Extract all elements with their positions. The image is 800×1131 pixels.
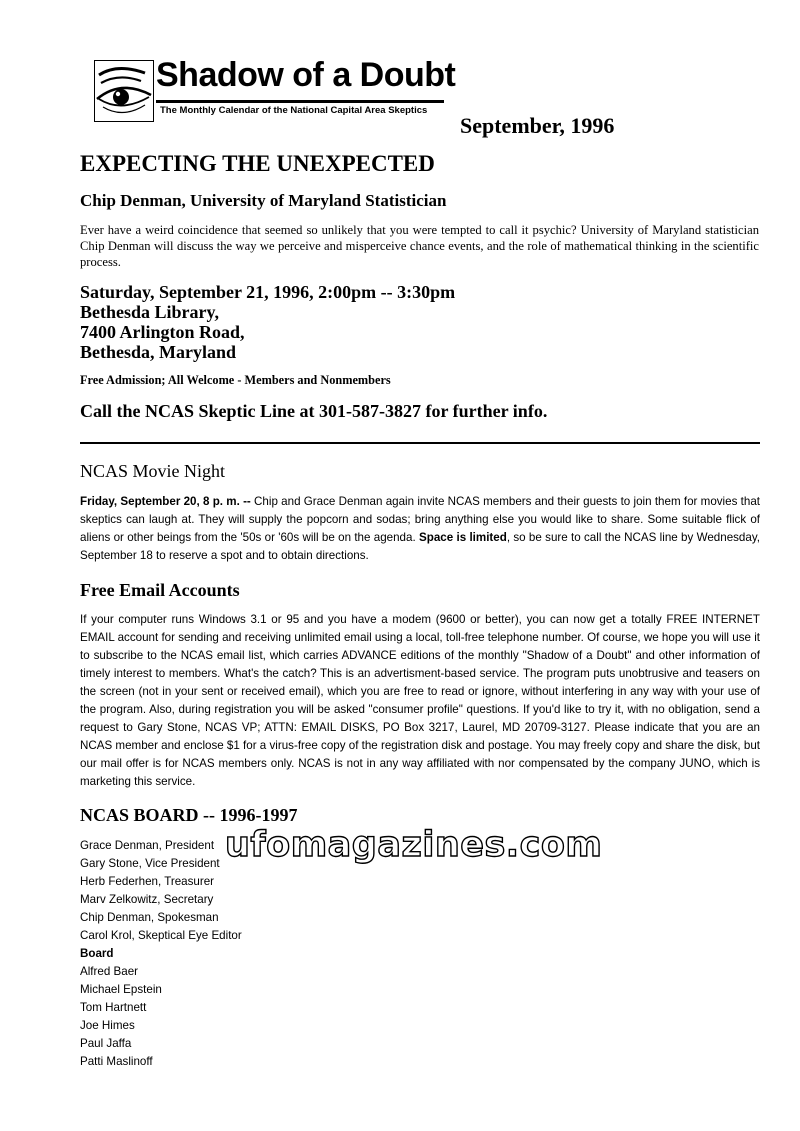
event-street: 7400 Arlington Road, [80,322,245,342]
board-member: Michael Epstein [80,983,162,996]
board-list [80,837,242,1071]
board-officer: Carol Krol, Skeptical Eye Editor [80,929,242,942]
board-officer: Marv Zelkowitz, Secretary [80,893,214,906]
board-member: Patti Maslinoff [80,1055,153,1068]
board-member: Paul Jaffa [80,1037,132,1050]
event-city: Bethesda, Maryland [80,342,237,362]
movie-night-lead: Friday, September 20, 8 p. m. -- [80,495,251,508]
board-member: Tom Hartnett [80,1001,147,1014]
issue-date: September, 1996 [460,113,615,138]
board-officer: Gary Stone, Vice President [80,857,220,870]
movie-night-heading-text: NCAS Movie Night [80,461,226,481]
lecture-description: Ever have a weird coincidence that seemed so unlikely that you were tempted to call it psychic? University of Maryland statistician Chip Denman will discuss the way we perceive and misperceive chance events, and the role of mathematical thinking in the scientific process. [80,223,759,269]
board-member: Alfred Baer [80,965,138,978]
event-datetime: Saturday, September 21, 1996, 2:00pm -- 3:30pm [80,282,456,302]
board-officer: Grace Denman, President [80,839,215,852]
admission-note: Free Admission; All Welcome - Members and Nonmembers [80,373,391,387]
board-label: Board [80,947,114,960]
masthead-title: Shadow of a Doubt [156,56,456,94]
board-officer: Chip Denman, Spokesman [80,911,219,924]
movie-night-emphasis: Space is limited [419,531,507,544]
email-heading: Free Email Accounts [80,580,240,600]
lecture-title: EXPECTING THE UNEXPECTED [80,151,435,176]
board-heading: NCAS BOARD -- 1996-1997 [80,805,298,825]
event-venue: Bethesda Library, [80,302,220,322]
event-details [80,282,455,362]
board-officer: Herb Federhen, Treasurer [80,875,215,888]
lecture-speaker: Chip Denman, University of Maryland Statistician [80,191,447,210]
movie-night-text-1: Chip and Grace Denman again invite NCAS members and their guests to join them for movies that skeptics can laugh at. They will supply the popcorn and sodas; bring anything else you would like to share. Some suitable flick of aliens or other beings from the '50s or '60s will be on the agenda. [80,495,760,544]
movie-night-paragraph [80,493,760,565]
eye-icon [94,60,154,122]
movie-night-heading [80,461,225,482]
email-paragraph: If your computer runs Windows 3.1 or 95 and you have a modem (9600 or better), you can now get a totally FREE INTERNET EMAIL account for sending and receiving unlimited email using a local, toll-free telephone number. Of course, we hope you will use it to subscribe to the NCAS email list, which carries ADVANCE editions of the monthly "Shadow of a Doubt" and other information of timely interest to members. What's the catch? This is an advertisment-based service. The program puts unobtrusive and teasers on the screen (not in your sent or received email), which you are free to read or ignore, without interfering in any way with your use of the program. Also, during registration you will be asked "consumer profile" questions. If you'd like to try it, with no obligation, send a request to Gary Stone, NCAS VP; ATTN: EMAIL DISKS, PO Box 3217, Laurel, MD 20709-3127. Please indicate that you are an NCAS member and enclose $1 for a virus-free copy of the registration disk and postage. You may freely copy and share the disk, but our mail offer is for NCAS members only. NCAS is not in any way affiliated with nor compensated by the company JUNO, which is marketing this service. [80,613,760,788]
board-member: Joe Himes [80,1019,135,1032]
section-divider [80,442,760,444]
watermark: ufomagazines.com [225,825,603,865]
masthead-subtitle: The Monthly Calendar of the National Capital Area Skeptics [160,105,428,116]
movie-night-text-2: , so be sure to call the NCAS line by Wednesday, September 18 to reserve a spot and to obtain directions. [80,531,760,562]
masthead-rule [156,100,444,103]
masthead [94,56,456,124]
skeptic-line-note: Call the NCAS Skeptic Line at 301-587-3827 for further info. [80,401,548,421]
